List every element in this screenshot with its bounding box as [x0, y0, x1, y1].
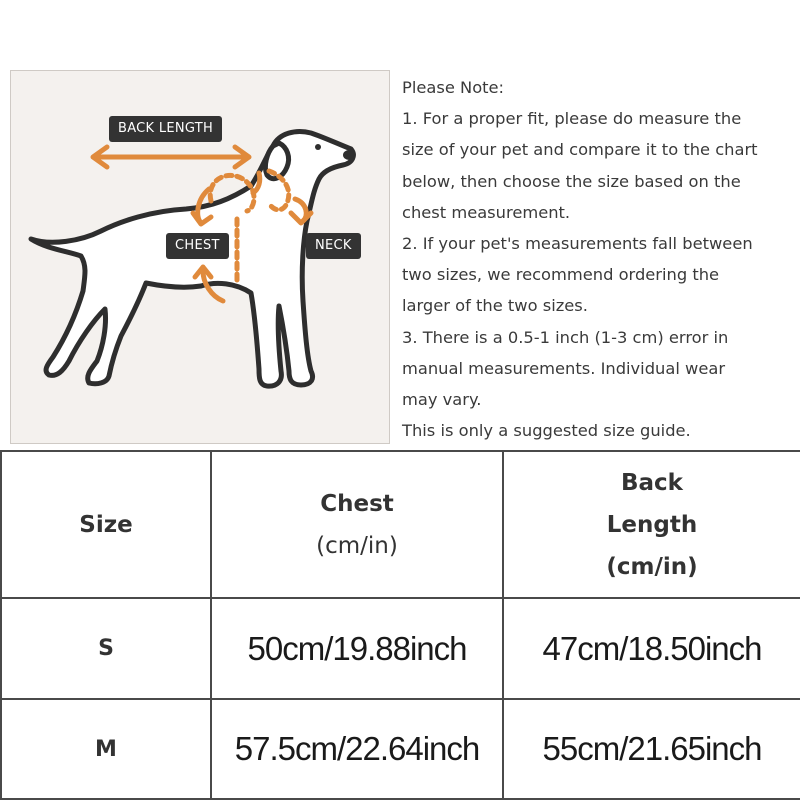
sizing-note	[402, 72, 798, 446]
table-row	[1, 598, 800, 699]
dog-nose	[343, 150, 355, 160]
note-line: 3. There is a 0.5-1 inch (1-3 cm) error in	[402, 327, 729, 347]
back-length-cell: 47cm/18.50inch	[503, 598, 800, 699]
header-size: Size	[1, 451, 211, 598]
note-line: chest measurement.	[402, 202, 571, 222]
dog-eye	[315, 144, 321, 150]
chest-label: CHEST	[166, 233, 229, 259]
note-line: may vary.	[402, 390, 482, 410]
size-cell: M	[1, 699, 211, 799]
header-back-length	[503, 451, 800, 598]
header-back-line: Back	[621, 469, 683, 496]
dog-measurement-diagram	[10, 70, 390, 444]
back-length-label: BACK LENGTH	[109, 116, 222, 142]
note-line: manual measurements. Individual wear	[402, 358, 726, 378]
note-line: 2. If your pet's measurements fall between	[402, 234, 753, 254]
note-line: This is only a suggested size guide.	[402, 421, 691, 441]
header-length-line: Length	[606, 511, 698, 538]
chest-cell: 50cm/19.88inch	[211, 598, 503, 699]
note-line: 1. For a proper fit, please do measure the	[402, 109, 742, 129]
header-chest	[211, 451, 503, 598]
chest-cell: 57.5cm/22.64inch	[211, 699, 503, 799]
note-line: below, then choose the size based on the	[402, 171, 741, 191]
back-length-cell: 55cm/21.65inch	[503, 699, 800, 799]
header-back-unit: (cm/in)	[606, 553, 698, 580]
size-chart-table	[0, 450, 800, 800]
note-title: Please Note:	[402, 78, 505, 97]
header-chest-unit: (cm/in)	[316, 532, 398, 559]
neck-label: NECK	[306, 233, 361, 259]
table-header-row	[1, 451, 800, 598]
note-line: size of your pet and compare it to the chart	[402, 140, 758, 160]
header-chest-line: Chest	[320, 490, 394, 517]
note-line: larger of the two sizes.	[402, 296, 588, 316]
size-cell: S	[1, 598, 211, 699]
note-line: two sizes, we recommend ordering the	[402, 265, 720, 285]
back-length-arrow	[93, 147, 249, 167]
table-row	[1, 699, 800, 799]
